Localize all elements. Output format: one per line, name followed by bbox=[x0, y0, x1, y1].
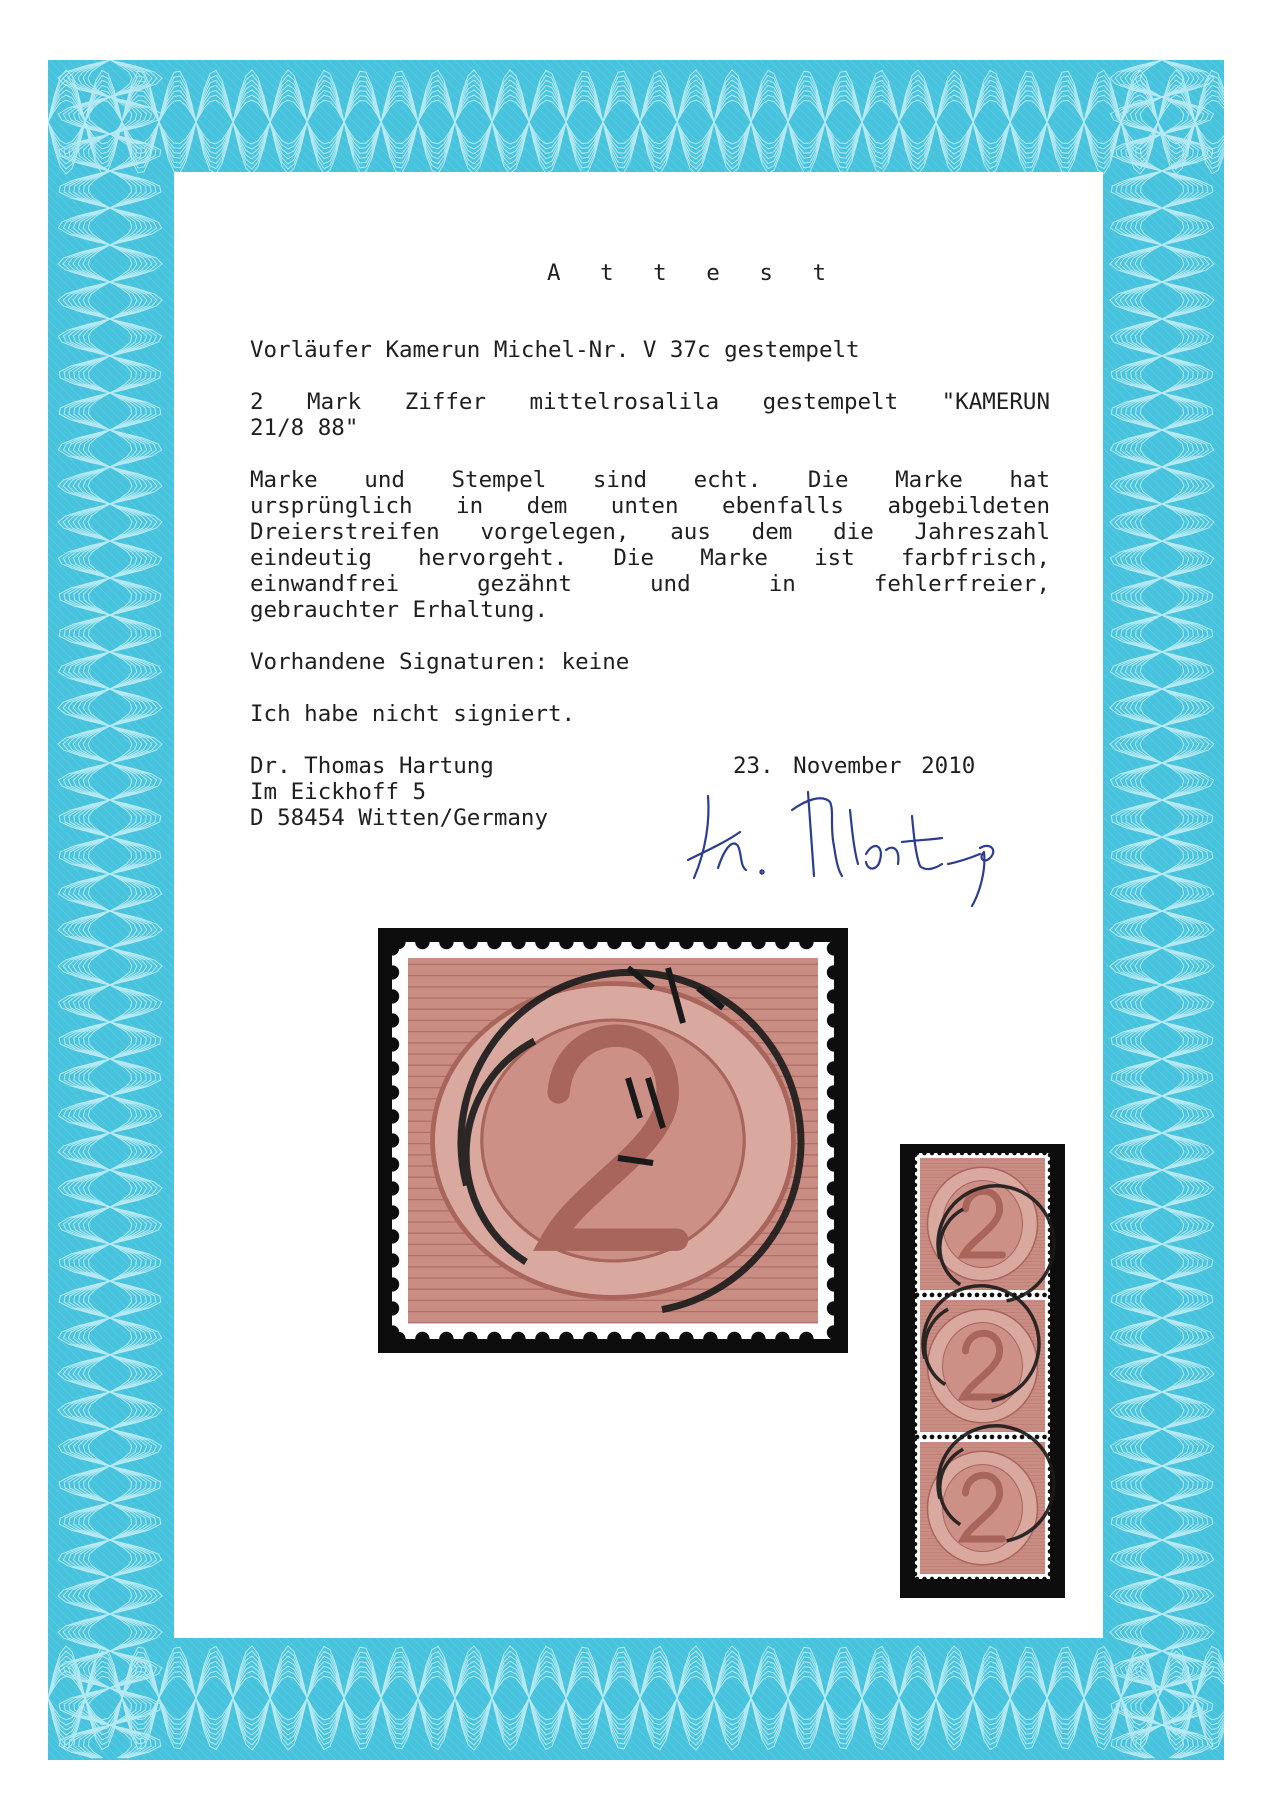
expert-signature bbox=[680, 780, 1020, 910]
certificate-date: 23. November 2010 bbox=[733, 753, 976, 779]
not-signed-statement: Ich habe nicht signiert. bbox=[250, 701, 576, 727]
assessment-line-6: gebrauchter Erhaltung. bbox=[250, 597, 549, 623]
expert-street: Im Eickhoff 5 bbox=[250, 779, 427, 805]
assessment-line-5: einwandfrei gezähnt und in fehlerfreier, bbox=[250, 571, 1050, 597]
assessment-line-4: eindeutig hervorgeht. Die Marke ist farbfrisch, bbox=[250, 545, 1050, 571]
expert-city: D 58454 Witten/Germany bbox=[250, 805, 549, 831]
assessment-line-2: ursprünglich in dem unten ebenfalls abgebildeten bbox=[250, 493, 1050, 519]
description-line-1: 2 Mark Ziffer mittelrosalila gestempelt "KAMERUN bbox=[250, 389, 1050, 415]
certificate-title: A t t e s t bbox=[547, 260, 840, 286]
stamp-description bbox=[250, 389, 1050, 415]
stamp-image-single bbox=[378, 928, 848, 1353]
stamp-image-strip-of-three bbox=[900, 1144, 1065, 1598]
description-line-2: 21/8 88" bbox=[250, 415, 359, 441]
assessment-line-3: Dreierstreifen vorgelegen, aus dem die Jahreszahl bbox=[250, 519, 1050, 545]
stamp-heading: Vorläufer Kamerun Michel-Nr. V 37c gestempelt bbox=[250, 337, 860, 363]
assessment-line-1: Marke und Stempel sind echt. Die Marke hat bbox=[250, 467, 1050, 493]
expert-name: Dr. Thomas Hartung bbox=[250, 753, 494, 779]
signatures-present: Vorhandene Signaturen: keine bbox=[250, 649, 630, 675]
